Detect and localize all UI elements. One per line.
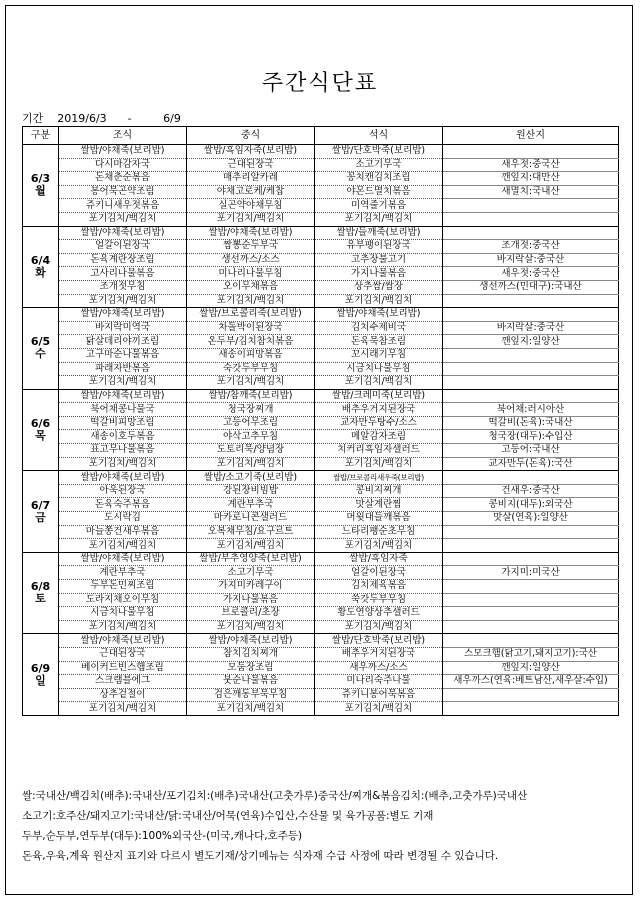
period-label: 기간 bbox=[22, 112, 44, 125]
lunch-cell: 오복채무침/요구르트 bbox=[187, 525, 315, 539]
lunch-cell: 모둠장조림 bbox=[187, 661, 315, 675]
dinner-cell: 쑥갓두부무침 bbox=[315, 593, 443, 607]
dinner-cell: 꼬시래기무침 bbox=[315, 348, 443, 362]
menu-row bbox=[23, 145, 619, 159]
breakfast-cell: 파래자반볶음 bbox=[59, 362, 187, 376]
dinner-cell: 소고기무국 bbox=[315, 158, 443, 172]
dinner-cell: 새우까스/소스 bbox=[315, 661, 443, 675]
origin-cell bbox=[443, 593, 619, 607]
origin-cell bbox=[443, 552, 619, 566]
lunch-cell: 포기김치/백김치 bbox=[187, 620, 315, 634]
dinner-cell: 쌀밥/들깨죽(보리밥) bbox=[315, 226, 443, 240]
menu-row bbox=[23, 647, 619, 661]
dinner-cell: 포기김치/백김치 bbox=[315, 702, 443, 716]
lunch-cell: 가지나물볶음 bbox=[187, 593, 315, 607]
lunch-cell: 가지미카레구이 bbox=[187, 580, 315, 594]
breakfast-cell: 쌀밥/야채죽(보리밥) bbox=[59, 552, 187, 566]
breakfast-cell: 스크램블에그 bbox=[59, 675, 187, 689]
breakfast-cell: 포기김치/백김치 bbox=[59, 212, 187, 226]
dinner-cell: 유부팽이된장국 bbox=[315, 240, 443, 254]
lunch-cell: 포기김치/백김치 bbox=[187, 702, 315, 716]
lunch-cell: 쌀밥/흑임자죽(보리밥) bbox=[187, 145, 315, 159]
breakfast-cell: 돈육계란장조림 bbox=[59, 253, 187, 267]
origin-cell: 새멸치:국내산 bbox=[443, 185, 619, 199]
origin-cell bbox=[443, 145, 619, 159]
lunch-cell: 강된장비빔밥 bbox=[187, 484, 315, 498]
day-weekday: 토 bbox=[35, 592, 46, 606]
dinner-cell: 김치수제비국 bbox=[315, 321, 443, 335]
lunch-cell: 쌀밥/야채죽(보리밥) bbox=[187, 226, 315, 240]
lunch-cell: 참치김치찌개 bbox=[187, 647, 315, 661]
breakfast-cell: 조개젓무침 bbox=[59, 280, 187, 294]
menu-row bbox=[23, 172, 619, 186]
day-date: 6/3 bbox=[30, 172, 51, 186]
menu-row bbox=[23, 185, 619, 199]
period-separator: - bbox=[127, 112, 132, 125]
origin-cell bbox=[443, 620, 619, 634]
origin-cell bbox=[443, 607, 619, 621]
origin-cell: 북어채:러시아산 bbox=[443, 403, 619, 417]
header-row bbox=[23, 127, 619, 145]
breakfast-cell: 다시마감자국 bbox=[59, 158, 187, 172]
day-cell bbox=[23, 552, 59, 634]
breakfast-cell: 마늘쫑건새우볶음 bbox=[59, 525, 187, 539]
menu-row bbox=[23, 661, 619, 675]
menu-row bbox=[23, 444, 619, 458]
breakfast-cell: 두부돈민찌조림 bbox=[59, 580, 187, 594]
menu-row bbox=[23, 525, 619, 539]
lunch-cell: 청국장찌개 bbox=[187, 403, 315, 417]
dinner-cell: 메알감자조림 bbox=[315, 430, 443, 444]
lunch-cell: 근대된장국 bbox=[187, 158, 315, 172]
origin-cell: 깬잎지:일양산 bbox=[443, 661, 619, 675]
lunch-cell: 포기김치/백김치 bbox=[187, 212, 315, 226]
dinner-cell: 포기김치/백김치 bbox=[315, 212, 443, 226]
lunch-cell: 포기김치/백김치 bbox=[187, 457, 315, 471]
breakfast-cell: 포기김치/백김치 bbox=[59, 620, 187, 634]
lunch-cell: 차돌박이된장국 bbox=[187, 321, 315, 335]
day-date: 6/7 bbox=[30, 498, 51, 512]
origin-cell: 새우젓:중국산 bbox=[443, 267, 619, 281]
origin-cell: 바지락살:중국산 bbox=[443, 253, 619, 267]
menu-row bbox=[23, 199, 619, 213]
dinner-cell: 쌀밥/브로콜리새우죽(보리밥) bbox=[315, 471, 443, 485]
day-cell bbox=[23, 145, 59, 227]
footer-notes bbox=[22, 786, 622, 866]
dinner-cell: 배추우거지된장국 bbox=[315, 403, 443, 417]
lunch-cell: 실곤약야채무침 bbox=[187, 199, 315, 213]
day-date: 6/6 bbox=[30, 416, 51, 430]
breakfast-cell: 쌀밥/야채죽(보리밥) bbox=[59, 145, 187, 159]
header-breakfast: 조식 bbox=[59, 127, 187, 145]
dinner-cell: 쌀밥/야채죽(보리밥) bbox=[315, 308, 443, 322]
lunch-cell: 쌀밥/소고기죽(보리밥) bbox=[187, 471, 315, 485]
breakfast-cell: 고사리나물볶음 bbox=[59, 267, 187, 281]
menu-row bbox=[23, 580, 619, 594]
lunch-cell: 짬뽕순두부국 bbox=[187, 240, 315, 254]
header-lunch: 중식 bbox=[187, 127, 315, 145]
breakfast-cell: 돈육숙주볶음 bbox=[59, 498, 187, 512]
breakfast-cell: 포기김치/백김치 bbox=[59, 376, 187, 390]
menu-row bbox=[23, 362, 619, 376]
origin-cell bbox=[443, 634, 619, 648]
dinner-cell: 쥬키니봉어묵볶음 bbox=[315, 688, 443, 702]
lunch-cell: 새송이피망볶음 bbox=[187, 348, 315, 362]
dinner-cell: 쌀밥/크레미죽(보리밥) bbox=[315, 389, 443, 403]
lunch-cell: 미나리나물무침 bbox=[187, 267, 315, 281]
breakfast-cell: 포기김치/백김치 bbox=[59, 294, 187, 308]
lunch-cell: 마카로니콘샐러드 bbox=[187, 512, 315, 526]
origin-cell: 콩비지(대두):외국산 bbox=[443, 498, 619, 512]
breakfast-cell: 근대된장국 bbox=[59, 647, 187, 661]
breakfast-cell: 포기김치/백김치 bbox=[59, 539, 187, 553]
dinner-cell: 포기김치/백김치 bbox=[315, 376, 443, 390]
dinner-cell: 포기김치/백김치 bbox=[315, 457, 443, 471]
dinner-cell: 포기김치/백김치 bbox=[315, 620, 443, 634]
origin-cell bbox=[443, 580, 619, 594]
breakfast-cell: 시금치나물무침 bbox=[59, 607, 187, 621]
lunch-cell: 야채고로케/케찹 bbox=[187, 185, 315, 199]
origin-cell: 떡갈비(돈육):국내산 bbox=[443, 416, 619, 430]
lunch-cell: 쌀밥/부추영양죽(보리밥) bbox=[187, 552, 315, 566]
menu-row bbox=[23, 566, 619, 580]
menu-row bbox=[23, 240, 619, 254]
origin-cell: 새우젓:중국산 bbox=[443, 158, 619, 172]
breakfast-cell: 쌀밥/야채죽(보리밥) bbox=[59, 634, 187, 648]
footer-line-origin-rice: 쌀:국내산/백김치(배추):국내산/포기김치:(배추)국내산(고춧가루)중국산/찌개&볶음김치:(배추,고춧가루)국내산 bbox=[22, 790, 528, 802]
lunch-cell: 도토리묵/양념장 bbox=[187, 444, 315, 458]
origin-cell bbox=[443, 308, 619, 322]
menu-body bbox=[23, 145, 619, 716]
origin-cell: 깬잎지:대만산 bbox=[443, 172, 619, 186]
lunch-cell: 검은깨동부묵무침 bbox=[187, 688, 315, 702]
day-weekday: 금 bbox=[35, 510, 46, 524]
origin-cell bbox=[443, 539, 619, 553]
lunch-cell: 숙갓두부무침 bbox=[187, 362, 315, 376]
day-date: 6/8 bbox=[30, 580, 51, 594]
dinner-cell: 느타리팽순초무침 bbox=[315, 525, 443, 539]
breakfast-cell: 봉어묵곤약조림 bbox=[59, 185, 187, 199]
day-cell bbox=[23, 389, 59, 471]
origin-cell: 고등어:국내산 bbox=[443, 444, 619, 458]
origin-cell: 새우까스(연육:베트남산,새우살:수입) bbox=[443, 675, 619, 689]
origin-cell bbox=[443, 199, 619, 213]
day-cell bbox=[23, 308, 59, 390]
day-date: 6/4 bbox=[30, 253, 51, 267]
breakfast-cell: 바지락미역국 bbox=[59, 321, 187, 335]
origin-cell: 스모크햄(닭고기,돼지고기):국산 bbox=[443, 647, 619, 661]
dinner-cell: 배추우거지된장국 bbox=[315, 647, 443, 661]
menu-row bbox=[23, 634, 619, 648]
dinner-cell: 황도연양상추샐러드 bbox=[315, 607, 443, 621]
breakfast-cell: 쌀밥/야채죽(보리밥) bbox=[59, 308, 187, 322]
dinner-cell: 콩비지찌개 bbox=[315, 484, 443, 498]
header-origin: 원산지 bbox=[443, 127, 619, 145]
lunch-cell: 오이무채볶음 bbox=[187, 280, 315, 294]
origin-cell: 깬잎지:일양산 bbox=[443, 335, 619, 349]
origin-cell bbox=[443, 688, 619, 702]
origin-cell: 조개젓:중국산 bbox=[443, 240, 619, 254]
dinner-cell: 교자만두탕수/소스 bbox=[315, 416, 443, 430]
lunch-cell: 계란부추국 bbox=[187, 498, 315, 512]
dinner-cell: 상추쌈/쌈장 bbox=[315, 280, 443, 294]
lunch-cell: 매추리알카레 bbox=[187, 172, 315, 186]
menu-row bbox=[23, 539, 619, 553]
breakfast-cell: 닭살데리야끼조림 bbox=[59, 335, 187, 349]
lunch-cell: 소고기무국 bbox=[187, 566, 315, 580]
dinner-cell: 쌀밥/흑임자죽 bbox=[315, 552, 443, 566]
menu-row bbox=[23, 280, 619, 294]
origin-cell bbox=[443, 348, 619, 362]
breakfast-cell: 쥬키니새우젓볶음 bbox=[59, 199, 187, 213]
dinner-cell: 미나리숙주나물 bbox=[315, 675, 443, 689]
day-cell bbox=[23, 226, 59, 308]
breakfast-cell: 계란부추국 bbox=[59, 566, 187, 580]
menu-row bbox=[23, 512, 619, 526]
period-end: 6/9 bbox=[163, 112, 181, 125]
origin-cell bbox=[443, 226, 619, 240]
dinner-cell: 가지나물볶음 bbox=[315, 267, 443, 281]
menu-row bbox=[23, 308, 619, 322]
menu-row bbox=[23, 348, 619, 362]
breakfast-cell: 얼갈이된장국 bbox=[59, 240, 187, 254]
breakfast-cell: 도시락김 bbox=[59, 512, 187, 526]
origin-cell bbox=[443, 389, 619, 403]
origin-cell: 가지미:미국산 bbox=[443, 566, 619, 580]
day-weekday: 수 bbox=[35, 347, 46, 361]
dinner-cell: 포기김치/백김치 bbox=[315, 294, 443, 308]
header-dinner: 석식 bbox=[315, 127, 443, 145]
menu-row bbox=[23, 416, 619, 430]
menu-row bbox=[23, 226, 619, 240]
menu-row bbox=[23, 430, 619, 444]
menu-row bbox=[23, 158, 619, 172]
breakfast-cell: 돈채춘순볶음 bbox=[59, 172, 187, 186]
dinner-cell: 포기김치/백김치 bbox=[315, 539, 443, 553]
origin-cell bbox=[443, 294, 619, 308]
period-line bbox=[22, 110, 181, 126]
menu-row bbox=[23, 471, 619, 485]
lunch-cell: 쌀밥/브로콜리죽(보리밥) bbox=[187, 308, 315, 322]
menu-row bbox=[23, 457, 619, 471]
origin-cell bbox=[443, 212, 619, 226]
page-title: 주간식단표 bbox=[261, 71, 379, 96]
origin-cell: 청국장(대두):수입산 bbox=[443, 430, 619, 444]
dinner-cell: 미역줄기볶음 bbox=[315, 199, 443, 213]
lunch-cell: 포기김치/백김치 bbox=[187, 539, 315, 553]
day-weekday: 일 bbox=[35, 673, 46, 687]
breakfast-cell: 쌀밥/야채죽(보리밥) bbox=[59, 226, 187, 240]
menu-row bbox=[23, 321, 619, 335]
dinner-cell: 야몬드멸치볶음 bbox=[315, 185, 443, 199]
dinner-cell: 꽁치캔김치조림 bbox=[315, 172, 443, 186]
breakfast-cell: 새송이호두볶음 bbox=[59, 430, 187, 444]
weekly-menu-table bbox=[22, 126, 619, 716]
lunch-cell: 생선까스/소스 bbox=[187, 253, 315, 267]
origin-cell: 맛살(연육):일양산 bbox=[443, 512, 619, 526]
footer-line-origin-tofu: 두부,순두부,연두부(대두):100%외국산-(미국,캐나다,호주등) bbox=[22, 830, 303, 842]
day-cell bbox=[23, 471, 59, 553]
menu-row bbox=[23, 389, 619, 403]
breakfast-cell: 표고무나물볶음 bbox=[59, 444, 187, 458]
menu-row bbox=[23, 607, 619, 621]
breakfast-cell: 떡갈비피망조림 bbox=[59, 416, 187, 430]
menu-row bbox=[23, 403, 619, 417]
footer-line-origin-meat: 소고기:호주산/돼지고기:국내산/닭:국내산/어묵(연육)수입산,수산물 및 육가공품:별도 기재 bbox=[22, 810, 434, 822]
origin-cell bbox=[443, 362, 619, 376]
origin-cell bbox=[443, 525, 619, 539]
dinner-cell: 머윗대들깨볶음 bbox=[315, 512, 443, 526]
dinner-cell: 돈육묵참조림 bbox=[315, 335, 443, 349]
menu-row bbox=[23, 593, 619, 607]
lunch-cell: 야삭고추무침 bbox=[187, 430, 315, 444]
day-weekday: 화 bbox=[35, 265, 46, 279]
lunch-cell: 온두부/김치참치볶음 bbox=[187, 335, 315, 349]
menu-row bbox=[23, 620, 619, 634]
dinner-cell: 치커리흑임자샐러드 bbox=[315, 444, 443, 458]
menu-row bbox=[23, 294, 619, 308]
lunch-cell: 브로콜리/초장 bbox=[187, 607, 315, 621]
day-weekday: 월 bbox=[35, 184, 46, 198]
day-date: 6/5 bbox=[30, 335, 51, 349]
origin-cell: 생선까스(민대구):국내산 bbox=[443, 280, 619, 294]
menu-row bbox=[23, 267, 619, 281]
menu-row bbox=[23, 675, 619, 689]
day-date: 6/9 bbox=[30, 661, 51, 675]
origin-cell: 건새우:중국산 bbox=[443, 484, 619, 498]
breakfast-cell: 포기김치/백김치 bbox=[59, 457, 187, 471]
origin-cell bbox=[443, 376, 619, 390]
footer-line-disclaimer: 돈육,우육,계육 원산지 표기와 다르시 별도기재/상기메뉴는 식자재 수급 사정에 따라 변경될 수 있습니다. bbox=[22, 850, 499, 862]
dinner-cell: 얼갈이된장국 bbox=[315, 566, 443, 580]
menu-row bbox=[23, 484, 619, 498]
breakfast-cell: 고구마순나물볶음 bbox=[59, 348, 187, 362]
dinner-cell: 쌀밥/단호박죽(보리밥) bbox=[315, 145, 443, 159]
menu-row bbox=[23, 253, 619, 267]
menu-row bbox=[23, 688, 619, 702]
breakfast-cell: 베이커드빈스햄조림 bbox=[59, 661, 187, 675]
dinner-cell: 김치제육볶음 bbox=[315, 580, 443, 594]
breakfast-cell: 포기김치/백김치 bbox=[59, 702, 187, 716]
menu-row bbox=[23, 376, 619, 390]
dinner-cell: 맛살계란찜 bbox=[315, 498, 443, 512]
lunch-cell: 고등어무조림 bbox=[187, 416, 315, 430]
lunch-cell: 포기김치/백김치 bbox=[187, 294, 315, 308]
lunch-cell: 쌀밥/참깨죽(보리밥) bbox=[187, 389, 315, 403]
lunch-cell: 포기김치/백김치 bbox=[187, 376, 315, 390]
lunch-cell: 붓순나물볶음 bbox=[187, 675, 315, 689]
menu-row bbox=[23, 212, 619, 226]
day-cell bbox=[23, 634, 59, 716]
breakfast-cell: 상추겉절이 bbox=[59, 688, 187, 702]
menu-row bbox=[23, 498, 619, 512]
breakfast-cell: 아욱된장국 bbox=[59, 484, 187, 498]
dinner-cell: 고추장불고기 bbox=[315, 253, 443, 267]
breakfast-cell: 쌀밥/야채죽(보리밥) bbox=[59, 471, 187, 485]
header-category: 구분 bbox=[23, 127, 59, 145]
dinner-cell: 시금치나물무침 bbox=[315, 362, 443, 376]
menu-row bbox=[23, 335, 619, 349]
breakfast-cell: 북어채콩나물국 bbox=[59, 403, 187, 417]
dinner-cell: 쌀밥/단호박죽(보리밥) bbox=[315, 634, 443, 648]
origin-cell bbox=[443, 702, 619, 716]
day-weekday: 목 bbox=[35, 428, 46, 442]
lunch-cell: 쌀밥/야채죽(보리밥) bbox=[187, 634, 315, 648]
menu-row bbox=[23, 552, 619, 566]
period-start: 2019/6/3 bbox=[57, 112, 107, 125]
breakfast-cell: 쌀밥/야채죽(보리밥) bbox=[59, 389, 187, 403]
origin-cell: 교자만두(돈육):국산 bbox=[443, 457, 619, 471]
menu-row bbox=[23, 702, 619, 716]
origin-cell bbox=[443, 471, 619, 485]
origin-cell: 바지락살:중국산 bbox=[443, 321, 619, 335]
breakfast-cell: 도라지채오이무침 bbox=[59, 593, 187, 607]
